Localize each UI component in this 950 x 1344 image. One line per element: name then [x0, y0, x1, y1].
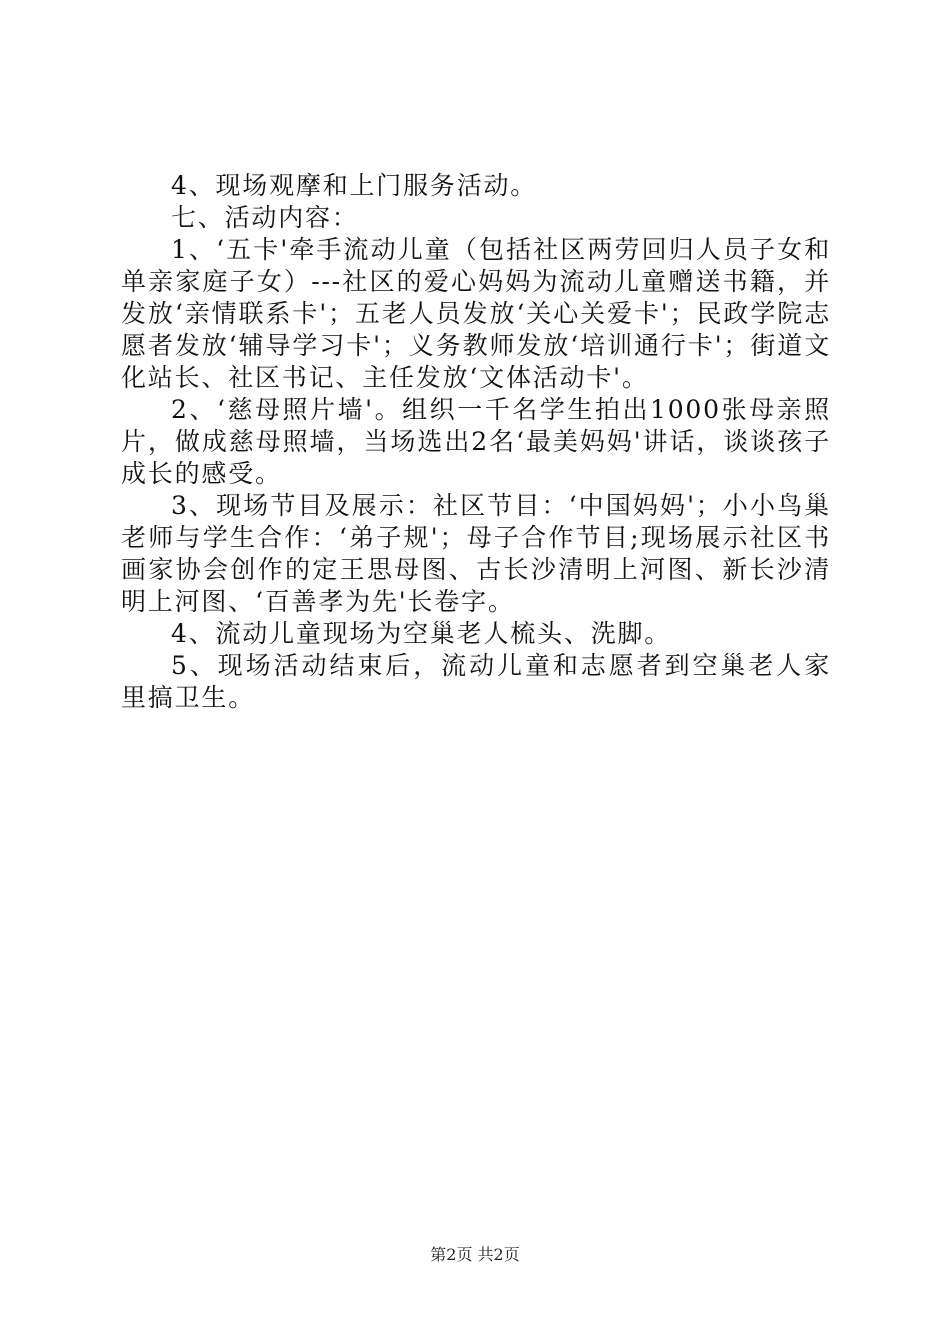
document-body	[121, 170, 831, 714]
section-heading-activity-content: 七、活动内容：	[171, 203, 359, 232]
page-number-footer: 第2页 共2页	[430, 1245, 520, 1264]
paragraph-five-cards: 1、‘五卡'牵手流动儿童（包括社区两劳回归人员子女和单亲家庭子女）---社区的爱心妈妈为流动儿童赠送书籍，并发放‘亲情联系卡'；五老人员发放‘关心关爱卡'；民政学院志愿者发放‘辅导学习卡'；义务教师发放‘培训通行卡'；街道文化站长、社区书记、主任发放‘文体活动卡'。	[121, 235, 831, 392]
paragraph-cleaning-visit: 5、现场活动结束后，流动儿童和志愿者到空巢老人家里搞卫生。	[121, 651, 831, 712]
paragraph-mother-photo-wall: 2、‘慈母照片墙'。组织一千名学生拍出1000张母亲照片，做成慈母照墙，当场选出2名‘最美妈妈'讲话，谈谈孩子成长的感受。	[121, 395, 831, 488]
paragraph-programs-exhibition: 3、现场节目及展示：社区节目：‘中国妈妈'；小小鸟巢老师与学生合作：‘弟子规'；母子合作节目;现场展示社区书画家协会创作的定王思母图、古长沙清明上河图、新长沙清明上河图、‘百善孝为先'长卷字。	[121, 491, 831, 616]
paragraph-onsite-visit: 4、现场观摩和上门服务活动。	[171, 171, 538, 200]
paragraph-elderly-care: 4、流动儿童现场为空巢老人梳头、洗脚。	[171, 619, 672, 648]
